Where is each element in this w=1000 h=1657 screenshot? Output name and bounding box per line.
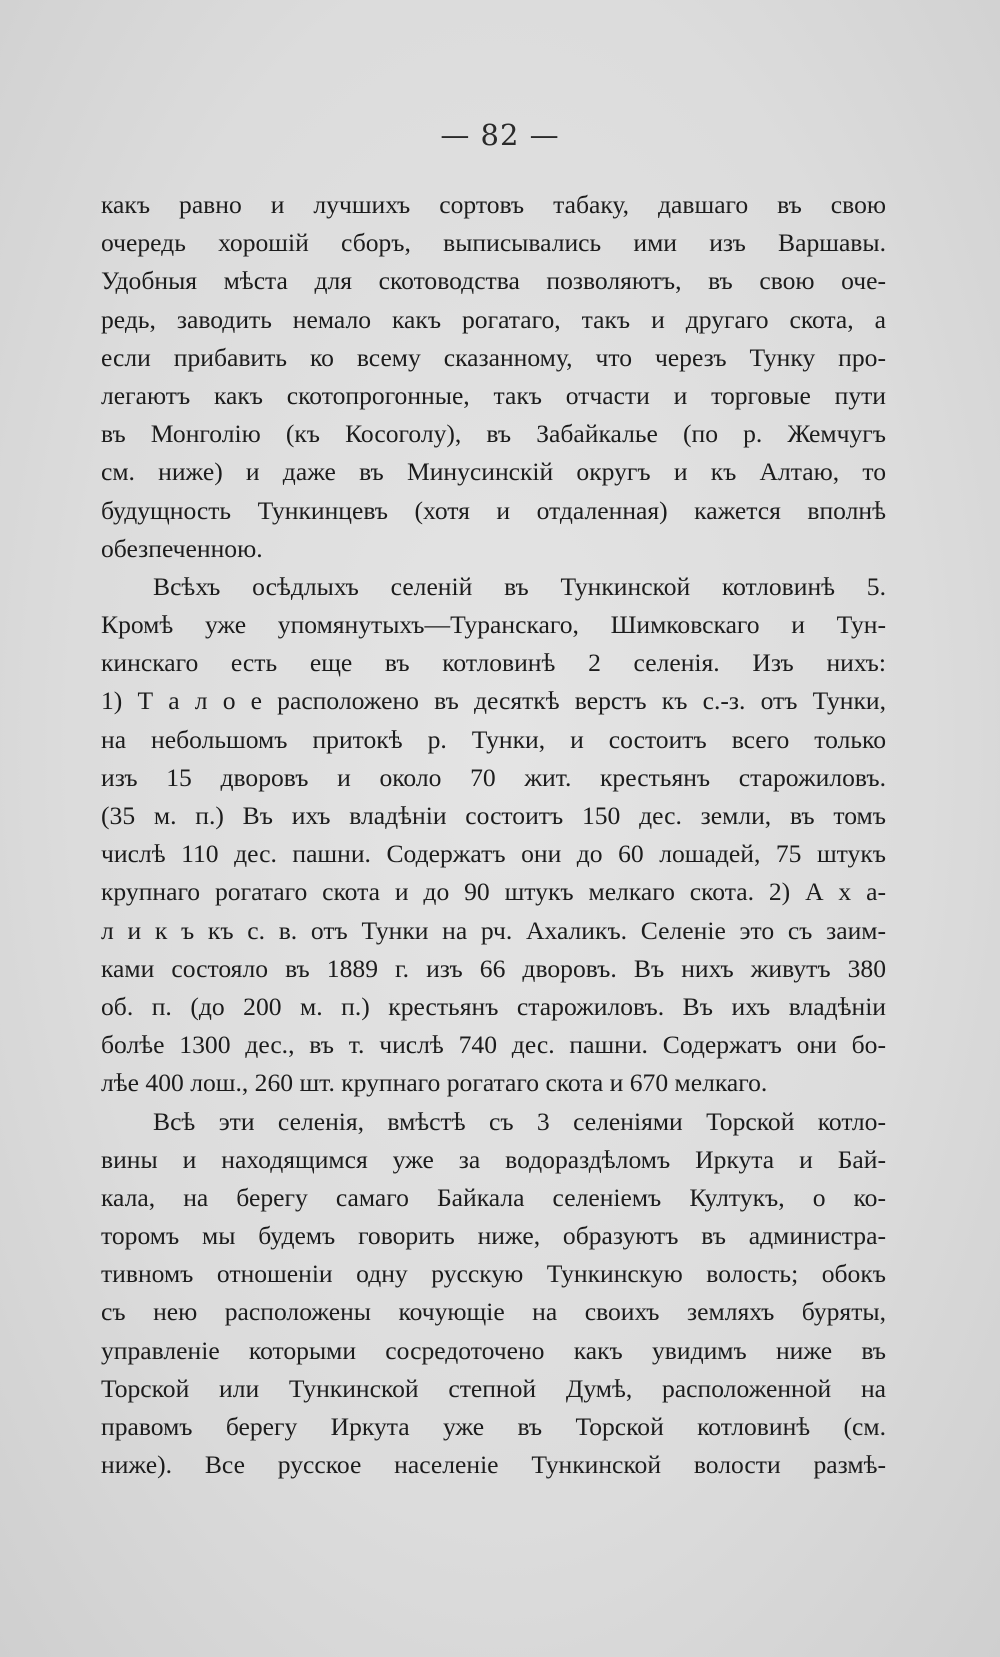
text-line: ниже). Все русское населеніе Тункинской волости размѣ- (101, 1450, 886, 1480)
body-text (101, 186, 886, 1484)
text-line: кинскаго есть еще въ котловинѣ 2 селенія. Изъ нихъ: (101, 648, 886, 678)
text-line: очередь хорошій сборъ, выписывались ими изъ Варшавы. (101, 228, 886, 258)
text-line: будущность Тункинцевъ (хотя и отдаленная) кажется вполнѣ (101, 495, 886, 525)
text-line: Кромѣ уже упомянутыхъ—Туранскаго, Шимковскаго и Тун- (101, 610, 886, 640)
text-line: правомъ берегу Иркута уже въ Торской котловинѣ (см. (101, 1412, 886, 1441)
text-line: лѣе 400 лош., 260 шт. крупнаго рогатаго скота и 670 мелкаго. (101, 1068, 768, 1098)
text-line: (35 м. п.) Въ ихъ владѣніи состоитъ 150 дес. земли, въ томъ (101, 801, 886, 830)
text-line: на небольшомъ притокѣ р. Тунки, и состоитъ всего только (101, 724, 886, 754)
paragraph-first-line: Всѣхъ осѣдлыхъ селеній въ Тункинской котловинѣ 5. (153, 571, 886, 601)
text-line: болѣе 1300 дес., въ т. числѣ 740 дес. пашни. Содержатъ они бо- (101, 1030, 886, 1060)
text-line: об. п. (до 200 м. п.) крестьянъ старожиловъ. Въ ихъ владѣніи (101, 991, 886, 1021)
text-line: изъ 15 дворовъ и около 70 жит. крестьянъ старожиловъ. (101, 762, 886, 792)
text-line: Торской или Тункинской степной Думѣ, расположенной на (101, 1373, 886, 1403)
text-line: 1) Т а л о е расположено въ десяткѣ верстъ къ с.-з. отъ Тунки, (101, 686, 886, 716)
text-line: Удобныя мѣста для скотоводства позволяютъ, въ свою оче- (101, 266, 886, 296)
text-line: л и к ъ къ с. в. отъ Тунки на рч. Ахаликъ. Селеніе это съ заим- (101, 915, 886, 945)
text-line: числѣ 110 дес. пашни. Содержатъ они до 60 лошадей, 75 штукъ (101, 839, 886, 869)
text-line: крупнаго рогатаго скота и до 90 штукъ мелкаго скота. 2) А х а- (101, 877, 886, 907)
text-line: редь, заводить немало какъ рогатаго, такъ и другаго скота, а (101, 304, 886, 334)
text-line: торомъ мы будемъ говорить ниже, образуютъ въ администра- (101, 1221, 886, 1251)
paragraph-first-line: Всѣ эти селенія, вмѣстѣ съ 3 селеніями Торской котло- (153, 1106, 886, 1136)
text-line: см. ниже) и даже въ Минусинскій округъ и къ Алтаю, то (101, 457, 886, 487)
text-line: въ Монголію (къ Косоголу), въ Забайкалье (по р. Жемчугъ (101, 419, 886, 449)
text-line: ками состояло въ 1889 г. изъ 66 дворовъ. Въ нихъ живутъ 380 (101, 953, 886, 983)
text-line: обезпеченною. (101, 533, 263, 563)
text-line: управленіе которыми сосредоточено какъ увидимъ ниже въ (101, 1335, 886, 1365)
page-number: — 82 — (440, 118, 560, 152)
text-line: если прибавить ко всему сказанному, что черезъ Тунку про- (101, 342, 886, 372)
text-line: тивномъ отношеніи одну русскую Тункинскую волость; обокъ (101, 1259, 886, 1289)
text-line: кала, на берегу самаго Байкала селеніемъ Култукъ, о ко- (101, 1182, 886, 1212)
text-line: вины и находящимся уже за водораздѣломъ Иркута и Бай- (101, 1144, 886, 1174)
text-line: какъ равно и лучшихъ сортовъ табаку, давшаго въ свою (101, 190, 886, 219)
text-line: съ нею расположены кочующіе на своихъ земляхъ буряты, (101, 1297, 886, 1327)
text-line: легаютъ какъ скотопрогонные, такъ отчасти и торговые пути (101, 380, 886, 410)
